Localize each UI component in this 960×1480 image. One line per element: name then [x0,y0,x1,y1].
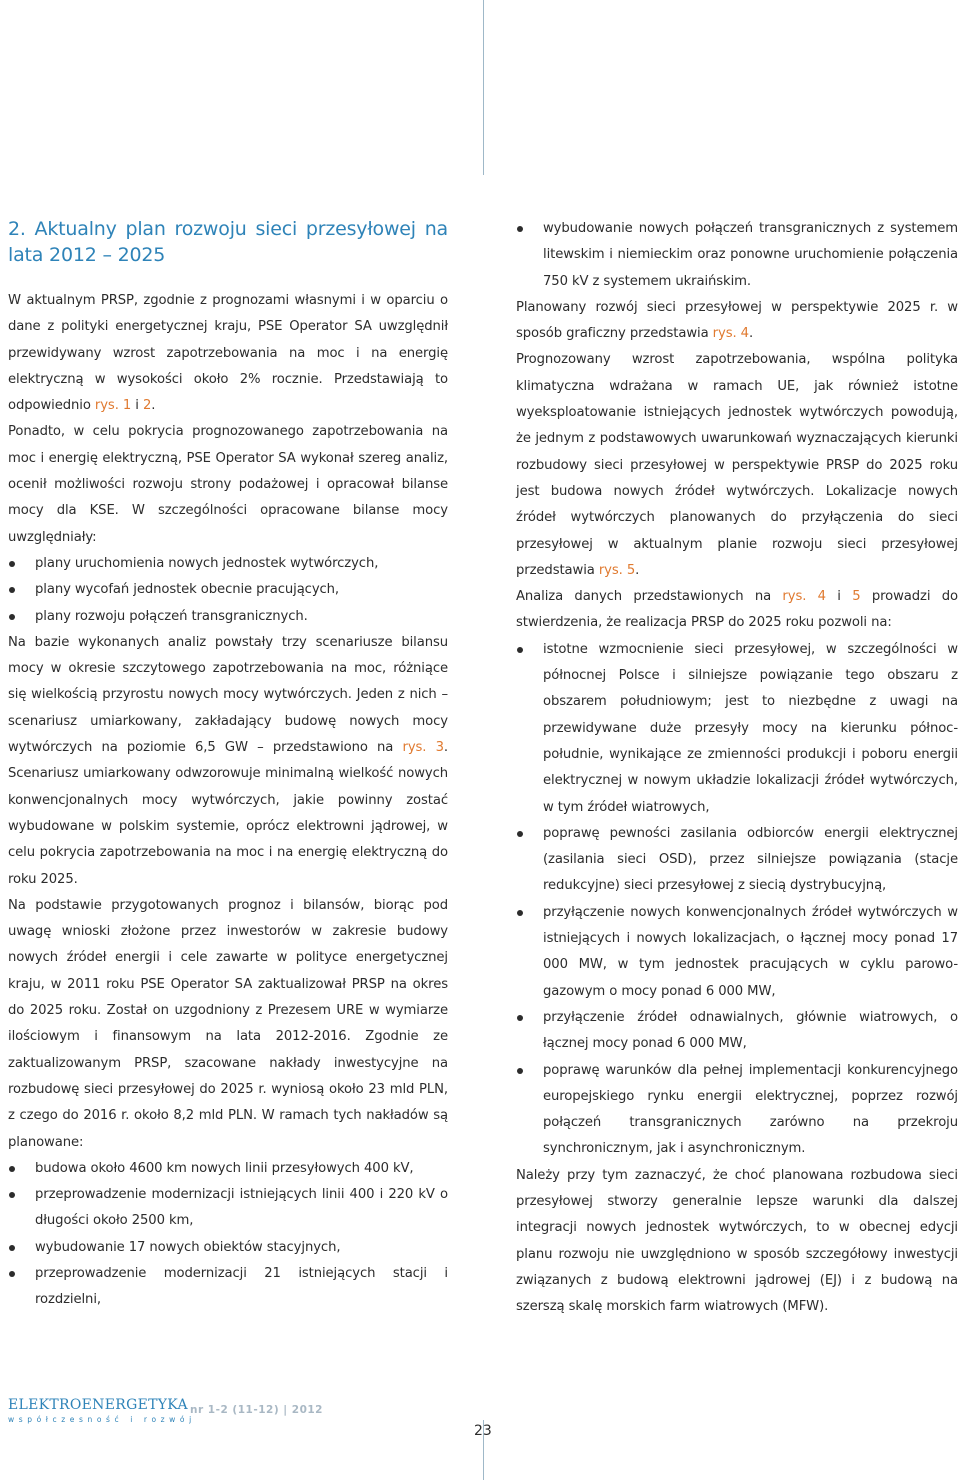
figure-ref-5b[interactable]: 5 [852,589,861,605]
paragraph-5: Planowany rozwój sieci przesyłowej w perspektywie 2025 r. w sposób graficzny przedstawia rys. 4. [516,299,958,342]
page-footer [0,1390,960,1480]
section-title: 2. Aktualny plan rozwoju sieci przesyłowej na lata 2012 – 2025 [8,218,448,266]
investments-list [8,1156,448,1314]
list-item: przeprowadzenie modernizacji 21 istniejących stacji i rozdzielni, [8,1261,448,1314]
paragraph-8: Należy przy tym zaznaczyć, że choć planowana rozbudowa sieci przesyłowej stworzy generalnie lepsze warunki dla dalszej integracji nowych jednostek wytwórczych, to w obecnej edycji planu rozwoju nie uwzględniono w sposób szczegółowy inwestycji związanych z budową elektrowni jądrowej (EJ) i z budową na szerszą skalę morskich farm wiatrowych (MFW). [516,1167,958,1315]
list-item: poprawę warunków dla pełnej implementacji konkurencyjnego europejskiego rynku energii elektrycznej, poprzez rozwój połączeń transgranicznych zarówno na przekroju synchronicznym, jak i asynchronicznym. [516,1058,958,1163]
paragraph-2: Ponadto, w celu pokrycia prognozowanego zapotrzebowania na moc i energię elektryczną, PSE Operator SA wykonał szereg analiz, ocenił możliwości rozwoju strony podażowej i opracował bilanse mocy dla KSE. W szczególności opracowane bilanse mocy uwzględniały: [8,424,448,545]
logo-title: ELEKTROENERGETYKA [8,1397,188,1413]
paragraph-1: W aktualnym PRSP, zgodnie z prognozami własnymi i w oparciu o dane z polityki energetycznej kraju, PSE Operator SA uwzględnił przewidywany wzrost zapotrzebowania na moc i na energię elektryczną w wysokości około 2% rocznie. Przedstawiają to odpowiednio rys. 1 i 2. [8,293,448,414]
figure-ref-5[interactable]: rys. 5 [598,562,636,578]
list-item: przyłączenie źródeł odnawialnych, głównie wiatrowych, o łącznej mocy ponad 6 000 MW, [516,1005,958,1058]
figure-ref-3[interactable]: rys. 3 [402,740,444,756]
paragraph-3: Na bazie wykonanych analiz powstały trzy scenariusze bilansu mocy w okresie szczytowego zapotrzebowania na moc, różniące się wielkością przyrostu nowych mocy wytwórczych. Jeden z nich – scenariusz umiarkowany, zakładający budowę nowych mocy wytwórczych na poziomie 6,5 GW – przedstawiono na rys. 3. Scenariusz umiarkowany odwzorowuje minimalną wielkość nowych konwencjonalnych mocy wytwórczych, jakie powinny zostać wybudowane w polskim systemie, oprócz elektrowni jądrowej, w celu pokrycia zapotrzebowania na moc i na energię elektryczną do roku 2025. [8,634,448,887]
list-item: poprawę pewności zasilania odbiorców energii elektrycznej (zasilania sieci OSD), przez silniejsze powiązania (stacje redukcyjne) sieci przesyłowej z siecią dystrybucyjną, [516,821,958,900]
paragraph-6: Prognozowany wzrost zapotrzebowania, wspólna polityka klimatyczna wdrażana w ramach UE, jak również istotne wyeksploatowanie istniejących jednostek wytwórczych powodują, że jednym z podstawowych uwarunkowań wyznaczających kierunki rozbudowy sieci przesyłowej w perspektywie PRSP do 2025 roku jest budowa nowych źródeł wytwórczych. Lokalizacje nowych źródeł wytwórczych planowanych do przyłączenia do sieci przesyłowej w aktualnym planie rozwoju sieci przesyłowej przedstawia rys. 5. [516,352,958,578]
figure-ref-4b[interactable]: rys. 4 [782,589,826,605]
figure-ref-4[interactable]: rys. 4 [712,326,749,342]
right-column [516,216,958,1320]
left-column [8,216,448,1314]
figure-ref-1[interactable]: rys. 1 [94,398,132,414]
paragraph-4: Na podstawie przygotowanych prognoz i bilansów, biorąc pod uwagę wnioski złożone przez inwestorów w zakresie budowy nowych źródeł energii i cele zawarte w polityce energetycznej kraju, w 2011 roku PSE Operator SA zaktualizował PRSP na okres do 2025 roku. Został on uzgodniony z Prezesem URE w wymiarze ilościowym i finansowym na lata 2012-2016. Zgodnie ze zaktualizowanym PRSP, szacowane nakłady inwestycyjne na rozbudowę sieci przesyłowej do 2025 r. wyniosą około 23 mld PLN, z czego do 2016 r. około 8,2 mld PLN. W ramach tych nakładów są planowane: [8,897,448,1150]
list-item: przeprowadzenie modernizacji istniejących linii 400 i 220 kV o długości około 2500 km, [8,1182,448,1235]
interconnections-list [516,216,958,295]
list-item: przyłączenie nowych konwencjonalnych źródeł wytwórczych w istniejących i nowych lokalizacjach, o łącznej mocy ponad 17 000 MW, w tym jednostek pracujących w cyklu parowo-gazowym o mocy ponad 6 000 MW, [516,900,958,1005]
logo-subtitle: współczesność i rozwój [8,1415,196,1424]
page-number: 23 [474,1423,492,1439]
benefits-list [516,637,958,1163]
list-item: plany wycofań jednostek obecnie pracujących, [8,577,448,603]
list-item: budowa około 4600 km nowych linii przesyłowych 400 kV, [8,1156,448,1182]
journal-logo [8,1397,196,1424]
list-item: plany rozwoju połączeń transgranicznych. [8,604,448,630]
list-item: wybudowanie 17 nowych obiektów stacyjnych, [8,1235,448,1261]
paragraph-7: Analiza danych przedstawionych na rys. 4 i 5 prowadzi do stwierdzenia, że realizacja PRSP do 2025 roku pozwoli na: [516,589,959,631]
issue-number: nr 1-2 (11-12) | 2012 [190,1404,323,1416]
column-divider-top [483,0,484,175]
figure-ref-2[interactable]: 2 [142,398,152,414]
balance-plans-list [8,551,448,630]
list-item: istotne wzmocnienie sieci przesyłowej, w szczególności w północnej Polsce i silniejsze powiązanie tego obszaru z obszarem południowym; jest to niezbędne z uwagi na przewidywane duże przesyły mocy na kierunku północ-południe, wynikające ze zmienności produkcji i poboru energii elektrycznej w nowym układzie lokalizacji źródeł wytwórczych, w tym źródeł wiatrowych, [516,637,958,821]
list-item: plany uruchomienia nowych jednostek wytwórczych, [8,551,448,577]
list-item: wybudowanie nowych połączeń transgranicznych z systemem litewskim i niemieckim oraz ponowne uruchomienie połączenia 750 kV z systemem ukraińskim. [516,216,958,295]
